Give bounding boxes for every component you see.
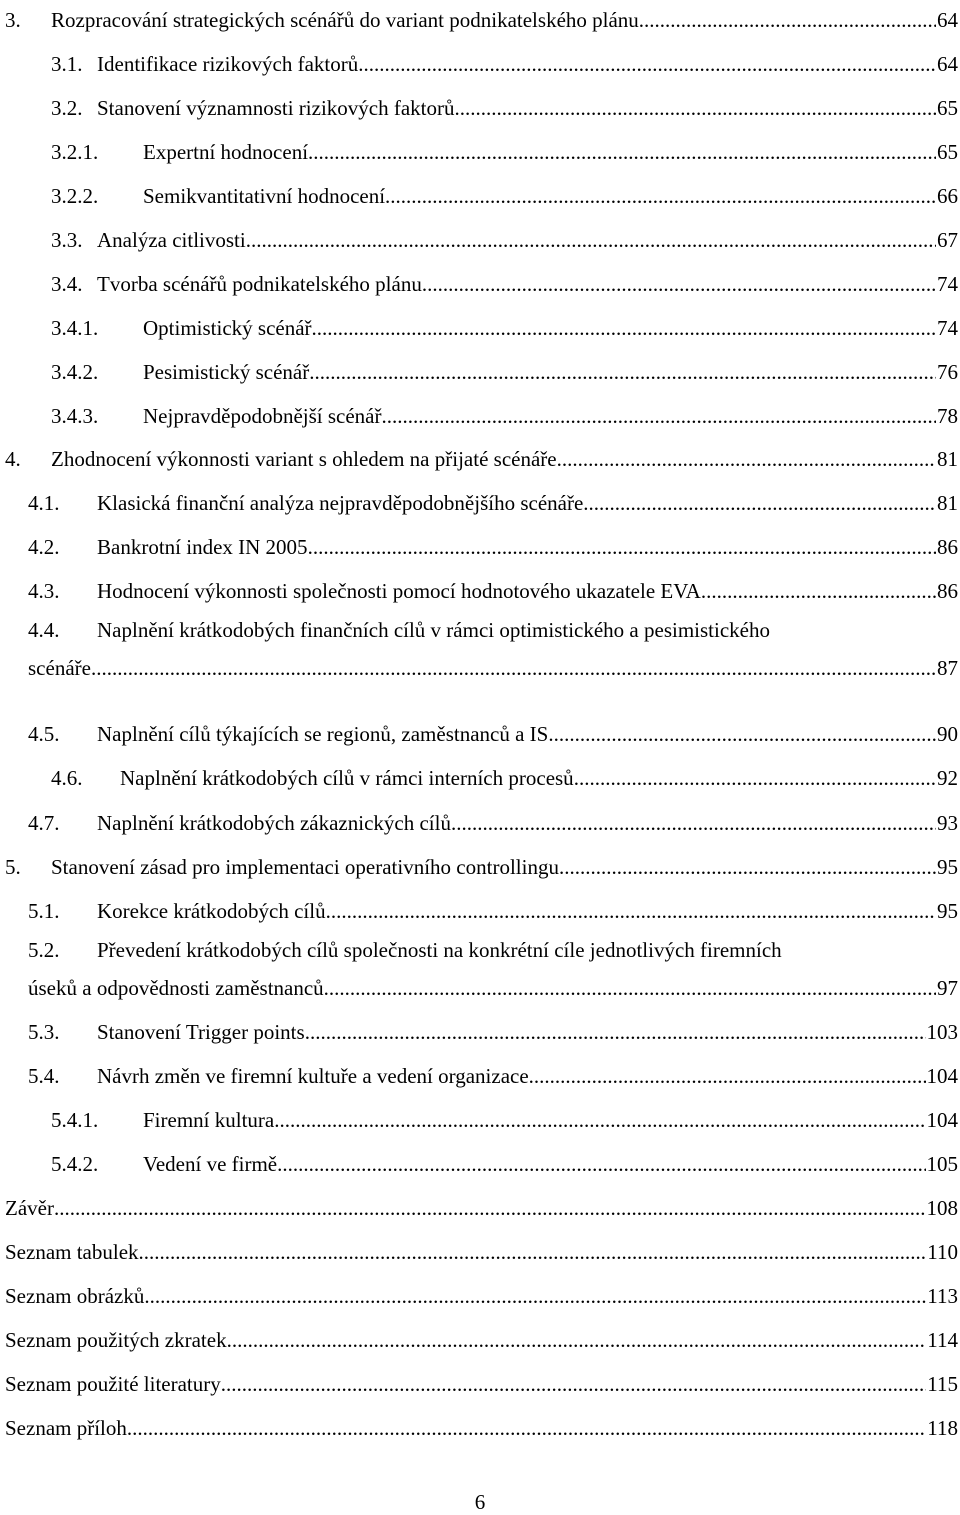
toc-entry-number: 5.1.: [28, 899, 60, 923]
toc-entry-line: [143, 401, 958, 431]
toc-entry-page: 97: [937, 976, 958, 1000]
toc-entry-line: [143, 1105, 958, 1135]
toc-entry-title: úseků a odpovědnosti zaměstnanců: [28, 976, 324, 1000]
toc-entry-title: Seznam použité literatury: [5, 1372, 221, 1396]
toc-entry-title: Seznam obrázků: [5, 1284, 145, 1308]
toc-leader-dots: [312, 313, 936, 343]
toc-entry-page: 114: [927, 1328, 958, 1352]
toc-entry-page: 76: [937, 360, 958, 384]
toc-entry-number: 5.3.: [28, 1020, 60, 1044]
toc-entry[interactable]: [0, 181, 960, 211]
toc-entry[interactable]: [0, 896, 960, 926]
toc-leader-dots: [308, 532, 936, 562]
toc-leader-dots: [221, 1369, 927, 1399]
toc-entry-page: 81: [937, 491, 958, 515]
toc-entry-line: [97, 269, 958, 299]
toc-entry[interactable]: [0, 401, 960, 431]
toc-leader-dots: [422, 269, 936, 299]
toc-leader-dots: [455, 93, 936, 123]
toc-entry-page: 86: [937, 535, 958, 559]
toc-entry-page: 65: [937, 140, 958, 164]
toc-entry-page: 110: [927, 1240, 958, 1264]
toc-entry[interactable]: [0, 576, 960, 606]
toc-entry-page: 67: [937, 228, 958, 252]
toc-entry-line: [5, 1237, 958, 1267]
toc-entry[interactable]: [0, 137, 960, 167]
toc-entry[interactable]: [0, 225, 960, 255]
toc-entry-line1: [0, 615, 960, 645]
toc-entry-line: [143, 1149, 958, 1179]
toc-entry-line: [97, 1017, 958, 1047]
toc-entry-line: [97, 93, 958, 123]
toc-entry[interactable]: [0, 852, 960, 882]
toc-entry-number: 4.: [5, 447, 21, 471]
toc-leader-dots: [277, 1149, 925, 1179]
toc-leader-dots: [139, 1237, 927, 1267]
toc-entry[interactable]: [0, 719, 960, 749]
toc-leader-dots: [701, 576, 936, 606]
toc-leader-dots: [324, 973, 936, 1003]
toc-entry-page: 92: [937, 766, 958, 790]
toc-entry-number: 3.4.: [51, 272, 83, 296]
toc-entry[interactable]: [0, 973, 960, 1003]
toc-leader-dots: [308, 137, 936, 167]
toc-leader-dots: [548, 719, 936, 749]
toc-entry[interactable]: [0, 1017, 960, 1047]
toc-entry-line1: [0, 935, 960, 965]
toc-entry-line: [5, 1369, 958, 1399]
toc-entry-title: Seznam tabulek: [5, 1240, 139, 1264]
toc-leader-dots: [54, 1193, 926, 1223]
toc-entry-line: [97, 488, 958, 518]
toc-entry-line: [143, 137, 958, 167]
toc-entry-page: 104: [926, 1108, 958, 1132]
toc-entry[interactable]: [0, 532, 960, 562]
toc-entry-page: 66: [937, 184, 958, 208]
toc-entry-page: 108: [926, 1196, 958, 1220]
toc-entry-title: Bankrotní index IN 2005: [97, 535, 308, 559]
toc-entry[interactable]: [0, 269, 960, 299]
toc-entry-number: 3.4.1.: [51, 316, 99, 340]
toc-leader-dots: [326, 896, 936, 926]
toc-leader-dots: [583, 488, 936, 518]
toc-entry-number: 3.2.1.: [51, 140, 99, 164]
toc-entry-title: Zhodnocení výkonnosti variant s ohledem na přijaté scénáře: [51, 447, 557, 471]
toc-entry-title: Nejpravděpodobnější scénář: [143, 404, 382, 428]
toc-entry[interactable]: [0, 1325, 960, 1355]
toc-entry-number: 3.4.2.: [51, 360, 99, 384]
toc-entry-line: [97, 808, 958, 838]
toc-entry-title: Expertní hodnocení: [143, 140, 309, 164]
toc-entry-page: 103: [926, 1020, 958, 1044]
toc-entry-page: 81: [937, 447, 958, 471]
toc-entry-title: Rozpracování strategických scénářů do variant podnikatelského plánu: [51, 8, 639, 32]
toc-entry[interactable]: [0, 488, 960, 518]
toc-leader-dots: [144, 1281, 926, 1311]
toc-entry-page: 95: [937, 855, 958, 879]
toc-entry-number: 3.2.2.: [51, 184, 99, 208]
toc-entry-page: 78: [937, 404, 958, 428]
toc-entry-number: 4.2.: [28, 535, 60, 559]
toc-entry-title: Návrh změn ve firemní kultuře a vedení organizace: [97, 1064, 529, 1088]
toc-leader-dots: [358, 49, 936, 79]
toc-entry[interactable]: [0, 5, 960, 35]
toc-entry-page: 90: [937, 722, 958, 746]
toc-entry-title: Semikvantitativní hodnocení: [143, 184, 386, 208]
toc-entry-page: 74: [937, 316, 958, 340]
toc-leader-dots: [91, 653, 936, 683]
toc-entry[interactable]: [0, 444, 960, 474]
toc-leader-dots: [557, 444, 936, 474]
toc-entry-number: 5.4.: [28, 1064, 60, 1088]
toc-entry-line: [51, 5, 958, 35]
toc-leader-dots: [246, 225, 936, 255]
toc-entry[interactable]: [0, 1149, 960, 1179]
toc-entry[interactable]: [0, 49, 960, 79]
toc-entry-title: Naplnění krátkodobých zákaznických cílů: [97, 811, 451, 835]
toc-leader-dots: [529, 1061, 926, 1091]
toc-entry-title: Hodnocení výkonnosti společnosti pomocí hodnotového ukazatele EVA: [97, 579, 701, 603]
toc-entry-line: [143, 357, 958, 387]
toc-entry-number: 4.7.: [28, 811, 60, 835]
toc-entry-number: 3.4.3.: [51, 404, 99, 428]
toc-entry-line: [28, 653, 958, 683]
toc-entry-line: [5, 1325, 958, 1355]
toc-entry-title: scénáře: [28, 656, 91, 680]
toc-entry-title: Závěr: [5, 1196, 54, 1220]
toc-entry-title: Korekce krátkodobých cílů: [97, 899, 326, 923]
toc-entry-number: 4.5.: [28, 722, 60, 746]
toc-leader-dots: [559, 852, 936, 882]
toc-entry[interactable]: [0, 1237, 960, 1267]
toc-entry-title: Seznam příloh: [5, 1416, 127, 1440]
toc-leader-dots: [305, 1017, 926, 1047]
toc-entry-line: [97, 225, 958, 255]
toc-entry[interactable]: [0, 1193, 960, 1223]
toc-entry-page: 104: [926, 1064, 958, 1088]
toc-entry-line: [143, 181, 958, 211]
toc-entry-number: 5.: [5, 855, 21, 879]
toc-entry-line: [97, 896, 958, 926]
toc-entry-number: 3.3.: [51, 228, 83, 252]
toc-entry-line: [97, 576, 958, 606]
toc-entry-title: Identifikace rizikových faktorů: [97, 52, 359, 76]
toc-entry[interactable]: [0, 1061, 960, 1091]
toc-entry-line: [5, 1193, 958, 1223]
toc-entry-title: Seznam použitých zkratek: [5, 1328, 227, 1352]
toc-entry-number: 3.2.: [51, 96, 83, 120]
toc-entry-number: 5.2.: [28, 938, 60, 962]
toc-entry[interactable]: [0, 357, 960, 387]
toc-entry-line: [97, 719, 958, 749]
toc-entry-number: 5.4.2.: [51, 1152, 99, 1176]
toc-entry-page: 86: [937, 579, 958, 603]
toc-entry[interactable]: [0, 808, 960, 838]
toc-entry-line: [97, 49, 958, 79]
toc-entry-title: Naplnění cílů týkajících se regionů, zaměstnanců a IS: [97, 722, 549, 746]
toc-leader-dots: [382, 401, 937, 431]
toc-entry-line: [5, 1413, 958, 1443]
toc-entry[interactable]: [0, 1105, 960, 1135]
toc-entry-line: [97, 532, 958, 562]
toc-entry-title: Pesimistický scénář: [143, 360, 310, 384]
toc-entry[interactable]: [0, 763, 960, 793]
toc-leader-dots: [227, 1325, 927, 1355]
toc-entry-title: Optimistický scénář: [143, 316, 312, 340]
toc-entry-number: 3.1.: [51, 52, 83, 76]
toc-entry-page: 95: [937, 899, 958, 923]
toc-entry-title: Stanovení zásad pro implementaci operativního controllingu: [51, 855, 559, 879]
toc-entry-line: [120, 763, 958, 793]
toc-entry-line: [5, 1281, 958, 1311]
toc-entry-title: Vedení ve firmě: [143, 1152, 278, 1176]
toc-entry-title-line1: Naplnění krátkodobých finančních cílů v rámci optimistického a pesimistického: [97, 618, 770, 642]
toc-entry-page: 105: [926, 1152, 958, 1176]
toc-entry[interactable]: [0, 1369, 960, 1399]
toc-entry-title: Naplnění krátkodobých cílů v rámci interních procesů: [120, 766, 574, 790]
toc-entry-line: [97, 1061, 958, 1091]
toc-entry-title: Klasická finanční analýza nejpravděpodobnějšího scénáře: [97, 491, 584, 515]
toc-entry-number: 4.4.: [28, 618, 60, 642]
toc-entry[interactable]: [0, 1281, 960, 1311]
toc-entry-line: [51, 444, 958, 474]
toc-entry-page: 113: [927, 1284, 958, 1308]
toc-entry-line: [143, 313, 958, 343]
toc-entry-page: 115: [927, 1372, 958, 1396]
toc-entry[interactable]: [0, 313, 960, 343]
toc-entry-page: 65: [937, 96, 958, 120]
toc-entry[interactable]: [0, 93, 960, 123]
toc-entry-number: 4.3.: [28, 579, 60, 603]
toc-entry-title: Analýza citlivosti: [97, 228, 246, 252]
toc-entry-number: 4.6.: [51, 766, 83, 790]
toc-entry[interactable]: [0, 1413, 960, 1443]
toc-entry-page: 64: [937, 52, 958, 76]
toc-leader-dots: [574, 763, 936, 793]
toc-entry[interactable]: [0, 653, 960, 683]
toc-entry-title-line1: Převedení krátkodobých cílů společnosti na konkrétní cíle jednotlivých firemních: [97, 938, 782, 962]
toc-leader-dots: [274, 1105, 925, 1135]
toc-entry-line: [28, 973, 958, 1003]
page-number: 6: [474, 1490, 486, 1514]
toc-entry-title: Tvorba scénářů podnikatelského plánu: [97, 272, 422, 296]
toc-entry-page: 93: [937, 811, 958, 835]
toc-entry-page: 64: [937, 8, 958, 32]
toc-entry-number: 3.: [5, 8, 21, 32]
toc-leader-dots: [451, 808, 936, 838]
toc-entry-number: 4.1.: [28, 491, 60, 515]
toc-entry-number: 5.4.1.: [51, 1108, 99, 1132]
toc-entry-title: Firemní kultura: [143, 1108, 275, 1132]
toc-leader-dots: [385, 181, 936, 211]
toc-leader-dots: [309, 357, 936, 387]
toc-leader-dots: [639, 5, 936, 35]
toc-entry-page: 87: [937, 656, 958, 680]
toc-entry-title: Stanovení Trigger points: [97, 1020, 305, 1044]
toc-entry-page: 118: [927, 1416, 958, 1440]
toc-entry-title: Stanovení významnosti rizikových faktorů: [97, 96, 455, 120]
toc-entry-page: 74: [937, 272, 958, 296]
toc-leader-dots: [127, 1413, 926, 1443]
toc-entry-line: [51, 852, 958, 882]
